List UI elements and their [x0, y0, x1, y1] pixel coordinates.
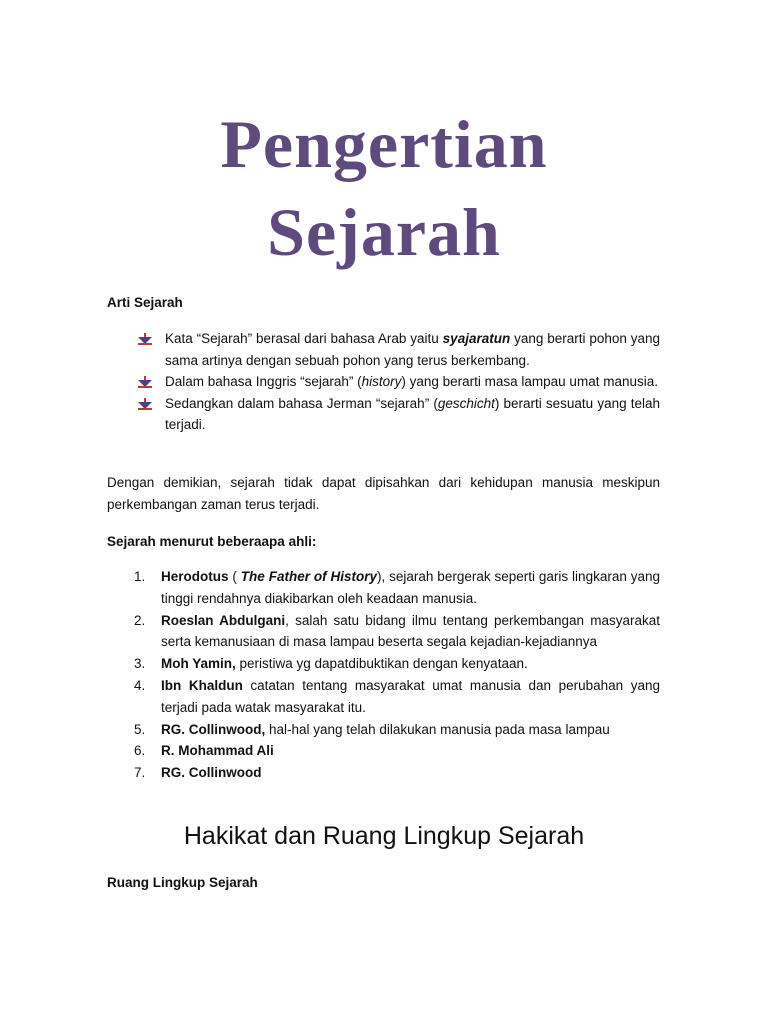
list-item: Kata “Sejarah” berasal dari bahasa Arab yaitu syajaratun yang berarti pohon yang sama artinya dengan sebuah pohon yang terus berkembang. [107, 328, 660, 371]
expert-name: Ibn Khaldun [161, 677, 243, 693]
expert-name: R. Mohammad Ali [161, 743, 274, 759]
term-history: history [361, 374, 402, 389]
list-item: 1. Herodotus ( The Father of History), sejarah bergerak seperti garis lingkaran yang tinggi rendahnya diakibarkan oleh keadaan manusia. [107, 566, 660, 610]
list-number: 5. [134, 721, 146, 737]
arrow-bullet-icon [138, 398, 152, 410]
list-item [107, 740, 660, 762]
section-title-hakikat: Hakikat dan Ruang Lingkup Sejarah [183, 822, 585, 850]
expert-name: RG. Collinwood [161, 765, 262, 781]
list-item: 2. Roeslan Abdulgani, salah satu bidang ilmu tentang perkembangan masyarakat serta kemanusiaan di masa lampau beserta segala kejadian-kejadiannya [107, 610, 660, 654]
expert-name: RG. Collinwood, [161, 721, 266, 737]
section-heading-arti-sejarah: Arti Sejarah [107, 295, 183, 310]
expert-name: Moh Yamin, [161, 656, 236, 672]
section-heading-ruang-lingkup: Ruang Lingkup Sejarah [107, 875, 258, 890]
list-number: 2. [134, 612, 146, 628]
list-item: 4. Ibn Khaldun catatan tentang masyarakat umat manusia dan perubahan yang terjadi pada watak masyarakat itu. [107, 675, 660, 719]
list-number: 1. [134, 569, 146, 584]
page-title [0, 100, 768, 276]
page-title-line2: Sejarah [267, 194, 501, 270]
expert-name: Herodotus [161, 569, 229, 584]
arrow-bullet-icon [138, 376, 152, 388]
expert-name: Roeslan Abdulgani [161, 612, 286, 628]
summary-paragraph: Dengan demikian, sejarah tidak dapat dipisahkan dari kehidupan manusia meskipun perkembangan zaman terus terjadi. [107, 475, 660, 512]
list-number: 4. [134, 677, 146, 693]
list-number: 7. [134, 765, 146, 781]
list-item: 5. RG. Collinwood, hal-hal yang telah dilakukan manusia pada masa lampau [107, 719, 660, 741]
section-heading-ahli: Sejarah menurut beberaapa ahli: [107, 534, 317, 549]
list-item: Sedangkan dalam bahasa Jerman “sejarah” (geschicht) berarti sesuatu yang telah terjadi. [107, 393, 660, 436]
term-geschicht: geschicht [437, 395, 495, 411]
definition-list [107, 328, 660, 436]
expert-epithet: The Father of History [240, 569, 377, 584]
term-syajaratun: syajaratun [442, 331, 511, 346]
list-number: 3. [134, 656, 146, 672]
list-item [107, 762, 660, 784]
list-number: 6. [134, 743, 146, 759]
arrow-bullet-icon [138, 333, 152, 345]
experts-list [107, 566, 660, 784]
list-item: 3. Moh Yamin, peristiwa yg dapatdibuktikan dengan kenyataan. [107, 653, 660, 675]
list-item: Dalam bahasa Inggris “sejarah” (history) yang berarti masa lampau umat manusia. [107, 371, 660, 393]
page-title-line1: Pengertian [220, 106, 548, 182]
